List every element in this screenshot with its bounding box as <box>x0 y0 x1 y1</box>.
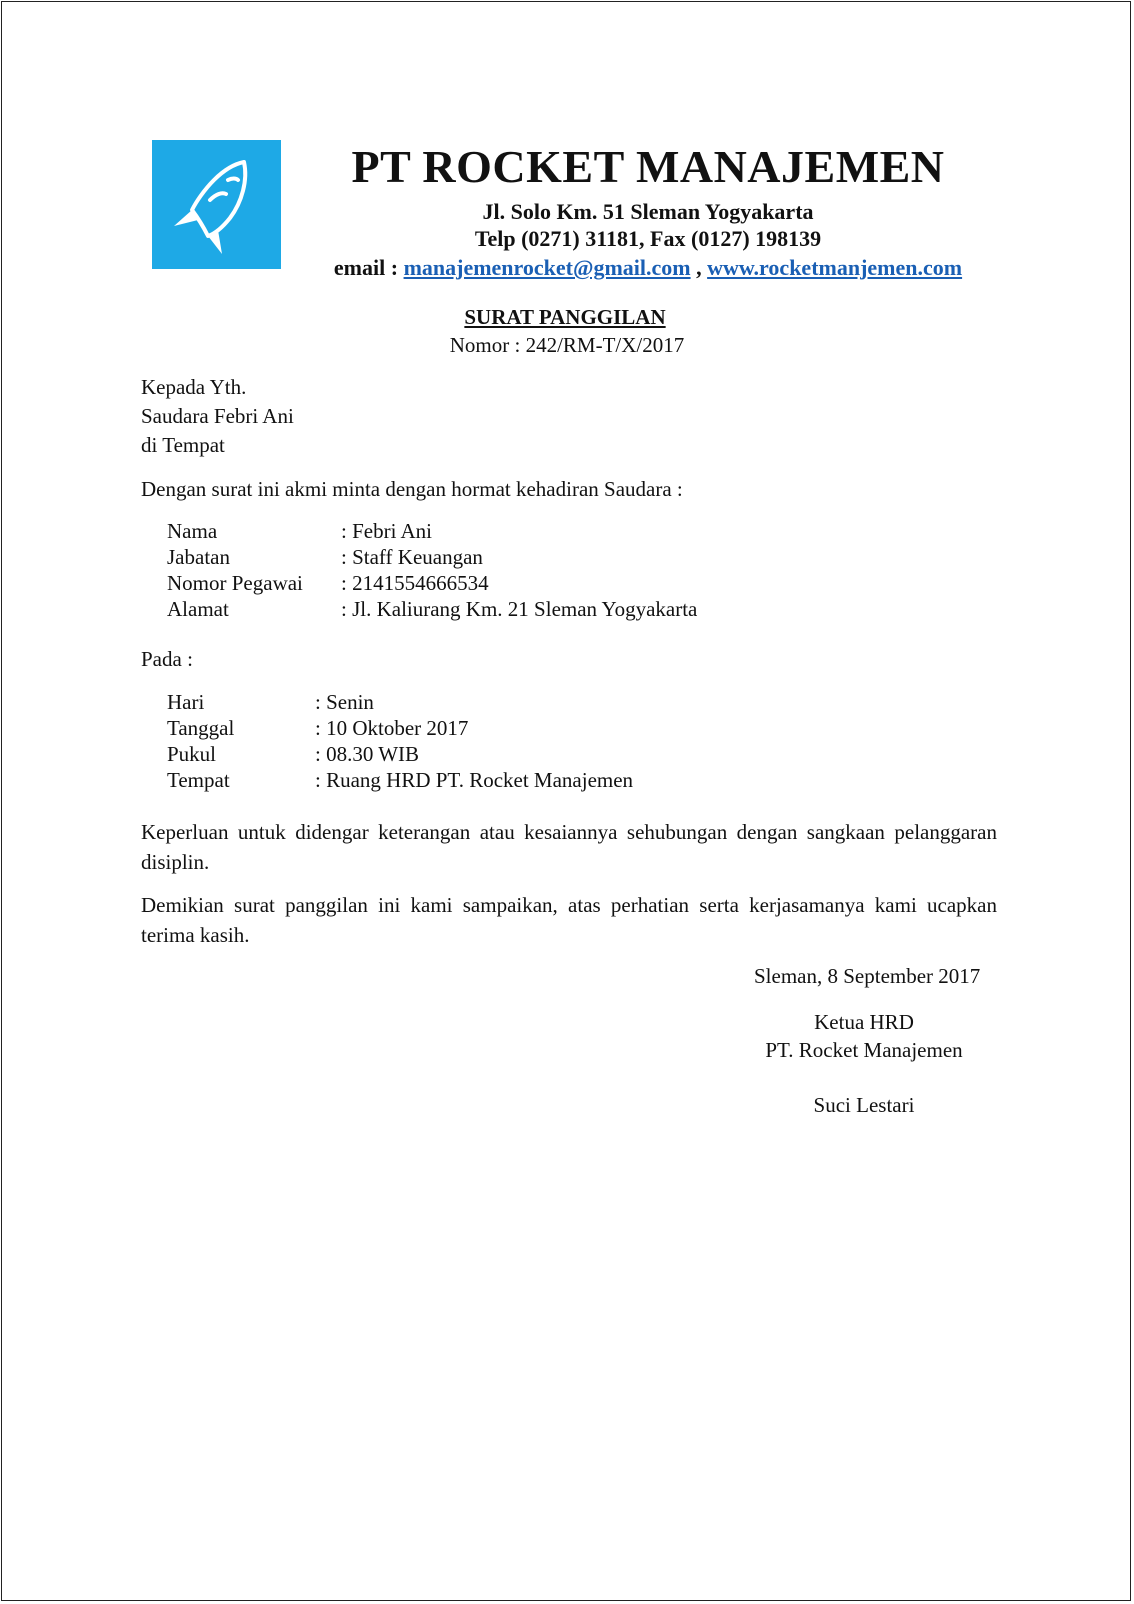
person-value: : Staff Keuangan <box>341 545 483 569</box>
company-contact <box>320 255 976 281</box>
company-logo <box>152 140 281 269</box>
email-link[interactable]: manajemenrocket@gmail.com <box>403 255 691 280</box>
website-link[interactable]: www.rocketmanjemen.com <box>707 255 963 280</box>
person-value: : Febri Ani <box>341 519 433 543</box>
letter-title-text: SURAT PANGGILAN <box>464 305 666 329</box>
person-label: Nomor Pegawai <box>167 571 303 595</box>
schedule-value: : 08.30 WIB <box>315 742 420 766</box>
letter-number: Nomor : 242/RM-T/X/2017 <box>449 333 685 357</box>
schedule-label: Tempat <box>167 768 230 792</box>
company-phone: Telp (0271) 31181, Fax (0127) 198139 <box>474 226 822 251</box>
schedule-label: Pukul <box>167 742 217 766</box>
company-name: PT ROCKET MANAJEMEN <box>351 141 945 192</box>
pada-label: Pada : <box>141 647 193 671</box>
company-address: Jl. Solo Km. 51 Sleman Yogyakarta <box>482 199 814 224</box>
contact-separator: , <box>696 255 702 280</box>
recipient-line: di Tempat <box>141 433 225 457</box>
signer-organization: PT. Rocket Manajemen <box>765 1038 963 1062</box>
schedule-value: : Ruang HRD PT. Rocket Manajemen <box>315 768 634 792</box>
person-label: Alamat <box>167 597 229 621</box>
closing-paragraph: Demikian surat panggilan ini kami sampaikan, atas perhatian serta kerjasamanya kami ucapkan terima kasih. <box>141 893 997 947</box>
person-label: Nama <box>167 519 218 543</box>
person-value: : Jl. Kaliurang Km. 21 Sleman Yogyakarta <box>341 597 698 621</box>
person-value: : 2141554666534 <box>341 571 489 595</box>
signer-title: Ketua HRD <box>814 1010 914 1034</box>
rocket-icon <box>152 140 281 269</box>
person-label: Jabatan <box>167 545 230 569</box>
schedule-value: : Senin <box>315 690 374 714</box>
recipient-line: Kepada Yth. <box>141 375 247 399</box>
letter-page <box>1 1 1131 1601</box>
intro-text: Dengan surat ini akmi minta dengan hormat kehadiran Saudara : <box>141 477 683 501</box>
letter-title <box>2 304 1132 330</box>
purpose-paragraph: Keperluan untuk didengar keterangan atau kesaiannya sehubungan dengan sangkaan pelanggaran disiplin. <box>141 820 997 874</box>
schedule-value: : 10 Oktober 2017 <box>315 716 469 740</box>
email-label: email : <box>333 255 399 280</box>
schedule-label: Hari <box>167 690 205 714</box>
place-date: Sleman, 8 September 2017 <box>754 964 981 988</box>
signer-name: Suci Lestari <box>813 1093 915 1117</box>
schedule-label: Tanggal <box>167 716 235 740</box>
recipient-line: Saudara Febri Ani <box>141 404 294 428</box>
